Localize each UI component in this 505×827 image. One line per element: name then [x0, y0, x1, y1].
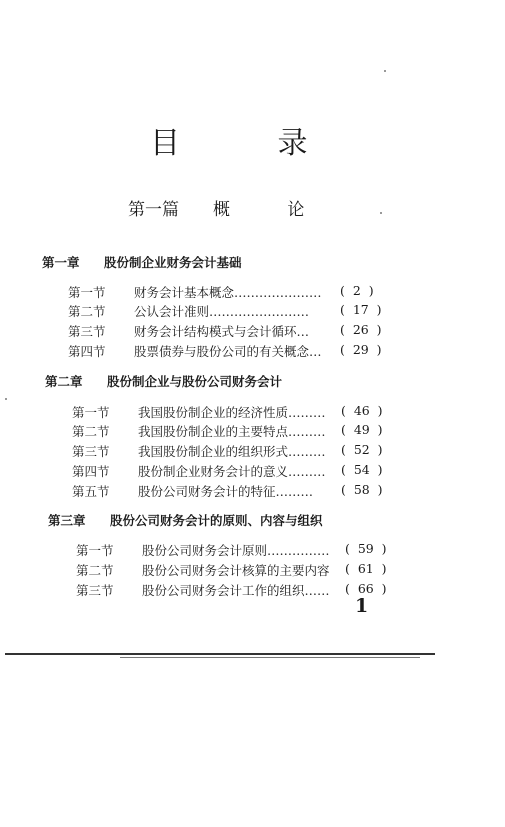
page-number: 1: [355, 595, 369, 617]
section-title: 股份公司财务会计核算的主要内容: [142, 563, 330, 578]
chapter-number: 第一章: [42, 255, 80, 270]
bottom-rule: [5, 653, 435, 655]
section-number: 第一节: [72, 405, 110, 420]
chapter-heading: [42, 253, 242, 271]
section-page: ( 61 ): [345, 561, 387, 576]
section-number: 第五节: [72, 484, 110, 499]
section-number: 第四节: [68, 344, 106, 359]
section-number: 第二节: [76, 563, 114, 578]
chapter-number: 第二章: [45, 374, 83, 389]
section-page: ( 49 ): [341, 422, 383, 437]
part-label: 第一篇: [128, 200, 179, 220]
section-page: ( 46 ): [341, 403, 383, 418]
part-name: 概 论: [213, 200, 331, 220]
section-title: 公认会计准则……………………: [134, 304, 310, 319]
page-title: 目 录: [150, 126, 352, 161]
section-page: ( 26 ): [340, 322, 382, 337]
section-title: 股份制企业财务会计的意义………: [138, 464, 326, 479]
section-page: ( 29 ): [340, 342, 382, 357]
section-page: ( 58 ): [341, 482, 383, 497]
scan-speck: [5, 398, 7, 400]
scan-speck: [384, 70, 386, 72]
section-number: 第三节: [76, 583, 114, 598]
section-number: 第一节: [68, 285, 106, 300]
chapter-title: 股份制企业财务会计基础: [104, 255, 242, 270]
chapter-number: 第三章: [48, 513, 86, 528]
section-page: ( 66 ): [345, 581, 387, 596]
section-number: 第三节: [72, 444, 110, 459]
part-heading: [128, 195, 330, 220]
section-number: 第一节: [76, 543, 114, 558]
section-number: 第二节: [68, 304, 106, 319]
section-page: ( 17 ): [340, 302, 382, 317]
section-page: ( 54 ): [341, 462, 383, 477]
section-title: 我国股份制企业的组织形式………: [138, 444, 326, 459]
chapter-heading: [48, 511, 323, 529]
section-title: 财务会计基本概念…………………: [134, 285, 322, 300]
section-title: 财务会计结构模式与会计循环…: [134, 324, 310, 339]
section-number: 第二节: [72, 424, 110, 439]
section-number: 第三节: [68, 324, 106, 339]
chapter-title: 股份公司财务会计的原则、内容与组织: [110, 513, 323, 528]
section-page: ( 2 ): [340, 283, 374, 298]
section-page: ( 59 ): [345, 541, 387, 556]
section-title: 股份公司财务会计工作的组织……: [142, 583, 330, 598]
chapter-title: 股份制企业与股份公司财务会计: [107, 374, 283, 389]
scan-speck: [380, 212, 382, 214]
section-title: 我国股份制企业的主要特点………: [138, 424, 326, 439]
section-title: 股份公司财务会计的特征………: [138, 484, 314, 499]
bottom-rule-secondary: [120, 657, 420, 658]
chapter-heading: [45, 372, 282, 390]
section-page: ( 52 ): [341, 442, 383, 457]
section-title: 我国股份制企业的经济性质………: [138, 405, 326, 420]
section-number: 第四节: [72, 464, 110, 479]
section-title: 股票债券与股份公司的有关概念…: [134, 344, 322, 359]
section-title: 股份公司财务会计原则……………: [142, 543, 330, 558]
